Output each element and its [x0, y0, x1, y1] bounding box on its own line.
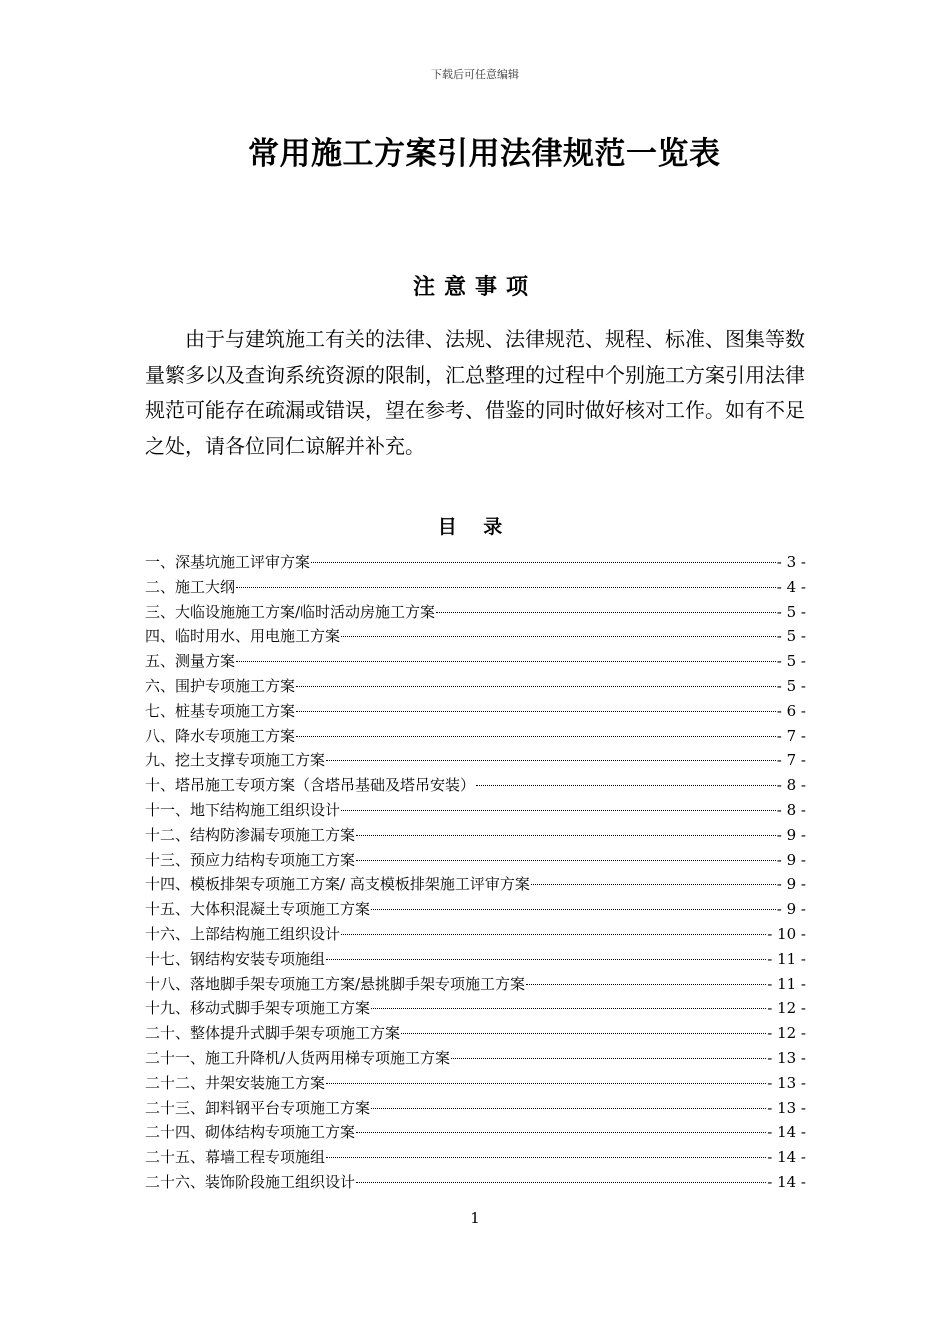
toc-entry-label: 十四、模板排架专项施工方案/ 高支模板排架施工评审方案	[145, 875, 530, 894]
toc-entry-page: - 7 -	[776, 726, 806, 745]
toc-entry-page: - 12 -	[767, 999, 806, 1018]
toc-heading: 目 录	[437, 516, 513, 538]
toc-entry-page: - 5 -	[776, 676, 806, 695]
toc-entry-page: - 14 -	[767, 1172, 806, 1191]
toc-entry-label: 十一、地下结构施工组织设计	[145, 800, 341, 819]
toc-entry[interactable]	[145, 972, 806, 997]
toc-entry-page: - 13 -	[767, 1048, 806, 1067]
toc-entry-label: 六、围护专项施工方案	[145, 676, 296, 695]
notice-heading: 注意事项	[412, 274, 537, 300]
toc-entry-page: - 7 -	[776, 751, 806, 770]
toc-entry-label: 十六、上部结构施工组织设计	[145, 924, 341, 943]
toc-entry-page: - 3 -	[776, 553, 806, 571]
toc-entry-page: - 8 -	[776, 776, 806, 795]
toc-entry-label: 二十一、施工升降机/人货两用梯专项施工方案	[145, 1048, 451, 1067]
toc-dot-leader	[356, 1182, 766, 1183]
toc-dot-leader	[371, 909, 776, 910]
toc-entry-page: - 6 -	[776, 701, 806, 720]
toc-entry-page: - 9 -	[776, 900, 806, 919]
toc-entry-label: 九、挖土支撑专项施工方案	[145, 751, 326, 770]
toc-entry[interactable]	[145, 1120, 806, 1145]
toc-entry[interactable]	[145, 848, 806, 873]
toc-dot-leader	[341, 636, 776, 637]
toc-entry-label: 二十、整体提升式脚手架专项施工方案	[145, 1024, 401, 1043]
toc-entry-page: - 8 -	[776, 800, 806, 819]
toc-entry-page: - 5 -	[776, 602, 806, 621]
toc-entry[interactable]	[145, 996, 806, 1021]
toc-dot-leader	[356, 835, 776, 836]
toc-dot-leader	[236, 587, 776, 588]
header-note: 下载后可任意编辑	[431, 68, 519, 81]
notice-paragraph: 由于与建筑施工有关的法律、法规、法律规范、规程、标准、图集等数量繁多以及查询系统资源的限制，汇总整理的过程中个别施工方案引用法律规范可能存在疏漏或错误，望在参考、借鉴的同时做好核对工作。如有不足之处，请各位同仁谅解并补充。	[145, 327, 805, 458]
toc-entry[interactable]	[145, 699, 806, 724]
toc-entry[interactable]	[145, 575, 806, 600]
toc-entry-label: 二十四、砌体结构专项施工方案	[145, 1123, 356, 1142]
toc-entry-page: - 4 -	[776, 577, 806, 596]
page-number: 1	[470, 1209, 480, 1227]
toc-entry[interactable]	[145, 674, 806, 699]
toc-entry-label: 一、深基坑施工评审方案	[145, 553, 311, 571]
toc-entry-page: - 11 -	[767, 974, 806, 993]
toc-entry[interactable]	[145, 550, 806, 575]
toc-entry-label: 十八、落地脚手架专项施工方案/悬挑脚手架专项施工方案	[145, 974, 526, 993]
toc-entry-label: 二十五、幕墙工程专项施组	[145, 1148, 326, 1167]
toc-entry[interactable]	[145, 1071, 806, 1096]
toc-entry-label: 三、大临设施施工方案/临时活动房施工方案	[145, 602, 436, 621]
toc-entry[interactable]	[145, 724, 806, 749]
toc-dot-leader	[356, 1132, 766, 1133]
toc-dot-leader	[296, 711, 776, 712]
toc-entry-page: - 9 -	[776, 850, 806, 869]
toc-entry-page: - 5 -	[776, 652, 806, 671]
toc-entry[interactable]	[145, 1046, 806, 1071]
toc-dot-leader	[236, 661, 776, 662]
toc-entry-label: 十九、移动式脚手架专项施工方案	[145, 999, 371, 1018]
toc-dot-leader	[311, 562, 776, 563]
toc-dot-leader	[326, 760, 776, 761]
toc-entry-page: - 14 -	[767, 1123, 806, 1142]
toc-entry-page: - 5 -	[776, 627, 806, 646]
toc-entry[interactable]	[145, 624, 806, 649]
document-title: 常用施工方案引用法律规范一览表	[248, 136, 721, 172]
toc-entry-page: - 12 -	[767, 1024, 806, 1043]
toc-entry[interactable]	[145, 1170, 806, 1195]
toc-entry[interactable]	[145, 1145, 806, 1170]
toc-entry-label: 五、测量方案	[145, 652, 236, 671]
toc-entry-page: - 13 -	[767, 1098, 806, 1117]
toc-entry-label: 十五、大体积混凝土专项施工方案	[145, 900, 371, 919]
toc-dot-leader	[296, 736, 776, 737]
toc-entry-label: 八、降水专项施工方案	[145, 726, 296, 745]
toc-entry-page: - 9 -	[776, 875, 806, 894]
toc-entry[interactable]	[145, 773, 806, 798]
toc-dot-leader	[531, 884, 776, 885]
toc-dot-leader	[356, 860, 776, 861]
toc-dot-leader	[326, 1157, 766, 1158]
toc-dot-leader	[371, 1108, 766, 1109]
toc-dot-leader	[296, 686, 776, 687]
toc-entry-page: - 10 -	[767, 924, 806, 943]
toc-dot-leader	[526, 984, 766, 985]
toc-dot-leader	[341, 810, 776, 811]
toc-entry-label: 二十六、装饰阶段施工组织设计	[145, 1172, 356, 1191]
toc-entry[interactable]	[145, 1021, 806, 1046]
toc-entry[interactable]	[145, 1096, 806, 1121]
toc-dot-leader	[326, 959, 766, 960]
toc-entry-label: 二、施工大纲	[145, 577, 236, 596]
toc-dot-leader	[401, 1033, 766, 1034]
toc-entry[interactable]	[145, 947, 806, 972]
toc-entry-label: 二十三、卸料钢平台专项施工方案	[145, 1098, 371, 1117]
toc-dot-leader	[326, 1083, 766, 1084]
toc-dot-leader	[451, 1058, 766, 1059]
toc-entry[interactable]	[145, 748, 806, 773]
toc-dot-leader	[476, 785, 776, 786]
toc-entry-label: 十七、钢结构安装专项施组	[145, 949, 326, 968]
toc-entry[interactable]	[145, 922, 806, 947]
toc-dot-leader	[371, 1008, 766, 1009]
toc-dot-leader	[341, 934, 766, 935]
toc-entry[interactable]	[145, 872, 806, 897]
toc-dot-leader	[436, 612, 776, 613]
toc-entry-page: - 14 -	[767, 1148, 806, 1167]
toc-entry-label: 十二、结构防渗漏专项施工方案	[145, 825, 356, 844]
toc-entry-page: - 13 -	[767, 1073, 806, 1092]
toc-entry-label: 二十二、井架安装施工方案	[145, 1073, 326, 1092]
toc-entry[interactable]	[145, 649, 806, 674]
toc-entry-label: 十、塔吊施工专项方案（含塔吊基础及塔吊安装）	[145, 776, 476, 795]
toc-entry-page: - 9 -	[776, 825, 806, 844]
toc-entry[interactable]	[145, 823, 806, 848]
table-of-contents	[145, 550, 806, 1195]
toc-entry[interactable]	[145, 600, 806, 625]
toc-entry-label: 十三、预应力结构专项施工方案	[145, 850, 356, 869]
toc-entry-label: 四、临时用水、用电施工方案	[145, 627, 341, 646]
toc-entry[interactable]	[145, 897, 806, 922]
toc-entry[interactable]	[145, 798, 806, 823]
toc-entry-page: - 11 -	[767, 949, 806, 968]
toc-entry-label: 七、桩基专项施工方案	[145, 701, 296, 720]
